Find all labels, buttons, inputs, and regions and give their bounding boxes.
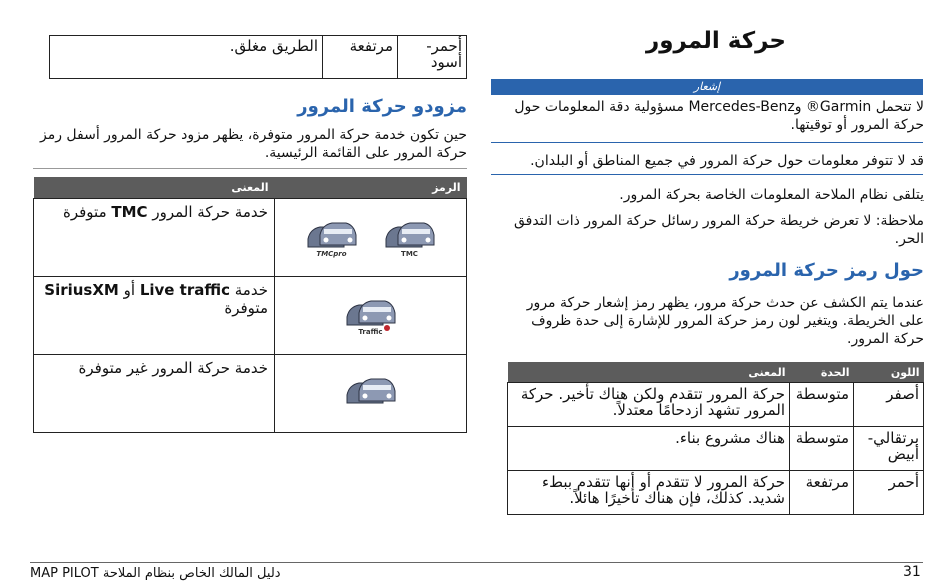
cell-meaning: هناك مشروع بناء. xyxy=(508,427,790,471)
table-row xyxy=(34,277,467,355)
meaning-text: متوفرة xyxy=(224,299,268,317)
provider-icons xyxy=(281,281,460,339)
footer-divider xyxy=(30,562,923,563)
paragraph-receives: يتلقى نظام الملاحة المعلومات الخاصة بحركة المرور. xyxy=(619,187,924,203)
table-row xyxy=(34,199,467,277)
cell-severity: متوسطة xyxy=(790,427,854,471)
cell-severity: متوسطة xyxy=(790,383,854,427)
table-row xyxy=(50,36,467,79)
cell-severity: مرتفعة xyxy=(323,36,398,79)
meaning-text: أو xyxy=(118,281,140,299)
cell-color: أحمر-أسود xyxy=(398,36,467,79)
providers-text: حين تكون خدمة حركة المرور متوفرة، يظهر مزود حركة المرور أسفل رمز حركة المرور على القائمة الرئيسية. xyxy=(39,127,467,161)
cell-meaning: حركة المرور لا تتقدم أو أنها تتقدم ببطء شديد. كذلك، فإن هناك تأخيرًا هائلاً. xyxy=(508,471,790,515)
th-symbol: الرمز xyxy=(275,177,467,199)
traffic-providers-table xyxy=(33,177,467,433)
meaning-bold: Live traffic xyxy=(139,281,230,299)
providers-divider xyxy=(33,168,467,169)
icon-label: TMCpro xyxy=(316,250,347,258)
section-heading-symbol: حول رمز حركة المرور xyxy=(729,260,924,281)
meaning-text: متوفرة xyxy=(63,203,112,221)
cell-meaning xyxy=(34,199,275,277)
table-row xyxy=(508,427,924,471)
th-severity: الحدة xyxy=(790,362,854,383)
icon-label: Traffic xyxy=(358,328,383,336)
cell-severity: مرتفعة xyxy=(790,471,854,515)
provider-icons xyxy=(281,359,460,417)
coverage-divider xyxy=(491,174,923,175)
notice-divider xyxy=(491,142,923,143)
notice-text: لا تتحمل Garmin® وMercedes-Benz مسؤولية دقة المعلومات حول حركة المرور أو توقيتها. xyxy=(514,99,924,133)
meaning-text: خدمة حركة المرور xyxy=(147,203,268,221)
th-meaning: المعنى xyxy=(34,177,275,199)
cell-meaning xyxy=(34,277,275,355)
traffic-live-icon xyxy=(343,295,399,339)
paragraph-coverage: قد لا تتوفر معلومات حول حركة المرور في جميع المناطق أو البلدان. xyxy=(530,153,924,169)
page-title: حركة المرور xyxy=(646,28,786,54)
cell-meaning xyxy=(34,355,275,433)
cell-color: أحمر xyxy=(854,471,924,515)
icon-label: TMC xyxy=(401,250,418,258)
meaning-bold: TMC xyxy=(111,203,148,221)
cell-symbol xyxy=(275,277,467,355)
road-closed-table xyxy=(49,35,467,79)
meaning-text: خدمة xyxy=(230,281,268,299)
meaning-bold: SiriusXM xyxy=(44,281,119,299)
footer-manual-title: دليل المالك الخاص بنظام الملاحة MAP PILOT xyxy=(30,566,281,581)
section-heading-providers: مزودو حركة المرور xyxy=(297,96,467,117)
th-meaning: المعنى xyxy=(508,362,790,383)
cell-symbol xyxy=(275,355,467,433)
traffic-color-table xyxy=(507,362,924,515)
traffic-tmc-icon xyxy=(382,217,438,261)
cell-color: أصفر xyxy=(854,383,924,427)
section-symbol-text: عندما يتم الكشف عن حدث حركة مرور، يظهر رمز إشعار حركة مرور على الخريطة. ويتغير لون رمز حركة المرور للإشارة إلى حدة ظروف حركة المرور. xyxy=(526,295,924,347)
provider-icons xyxy=(281,203,460,261)
th-color: اللون xyxy=(854,362,924,383)
table-row xyxy=(508,383,924,427)
table-row xyxy=(508,471,924,515)
cell-meaning: الطريق مغلق. xyxy=(50,36,323,79)
page-number: 31 xyxy=(903,564,921,580)
cell-symbol xyxy=(275,199,467,277)
meaning-text: خدمة حركة المرور غير متوفرة xyxy=(78,359,268,377)
table-row xyxy=(34,355,467,433)
cell-color: برتقالي-أبيض xyxy=(854,427,924,471)
notice-heading: إشعار xyxy=(491,79,923,95)
cell-meaning: حركة المرور تتقدم ولكن هناك تأخير. حركة المرور تشهد ازدحامًا معتدلاً. xyxy=(508,383,790,427)
note-text: ملاحظة: لا تعرض خريطة حركة المرور رسائل حركة المرور ذات التدفق الحر. xyxy=(513,213,924,247)
traffic-tmcpro-icon xyxy=(304,217,360,261)
traffic-unavailable-icon xyxy=(343,373,399,417)
